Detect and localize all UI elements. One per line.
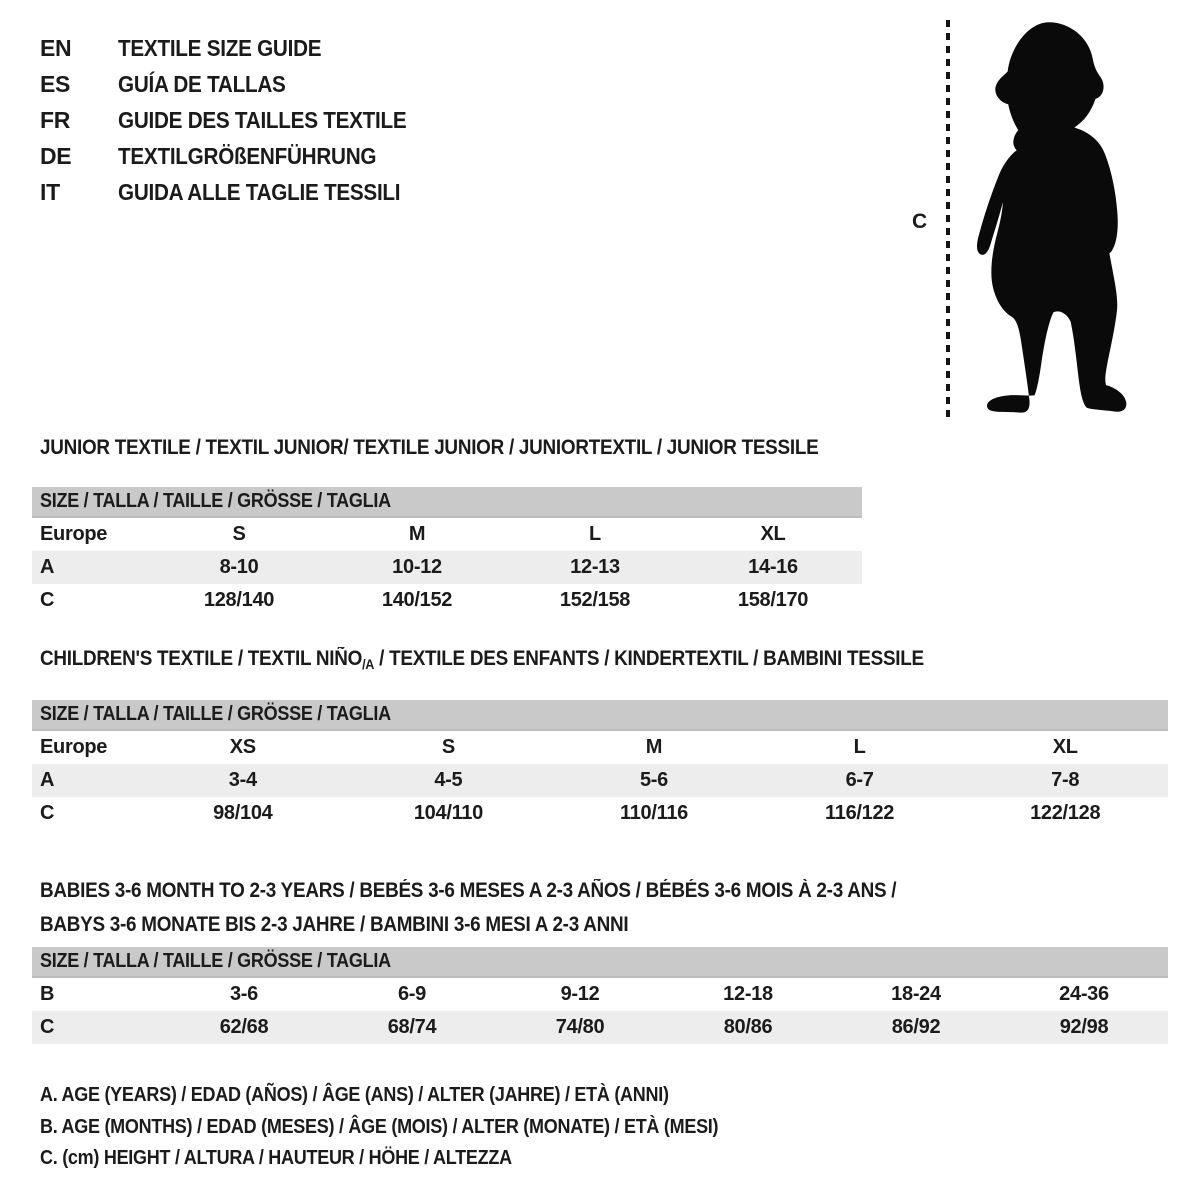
size-value-cell: S [232,523,246,545]
language-row [40,174,439,210]
size-value-cell: 14-16 [684,551,862,584]
babies-size-table [32,947,1168,1044]
size-value-cell: 92/98 [1000,1011,1168,1044]
children-size-table [32,700,1168,830]
language-title-list [40,30,439,210]
size-value-cell: 3-6 [229,983,258,1005]
language-code: ES [40,71,71,97]
table-row [32,797,1168,830]
size-value-cell: 12-13 [506,551,684,584]
size-label-band: SIZE / TALLA / TAILLE / GRÖSSE / TAGLIA [32,947,1168,978]
size-label-band: SIZE / TALLA / TAILLE / GRÖSSE / TAGLIA [32,700,1168,731]
size-value-cell: 6-9 [397,983,426,1005]
height-figure [900,14,1150,426]
row-label-cell: A [32,764,140,797]
size-value-cell: 12-18 [723,983,773,1005]
height-measure-label: C [912,210,928,233]
table-row [32,518,862,551]
size-value-cell: L [589,523,601,545]
table-row [32,1011,1168,1044]
size-value-cell: 110/116 [619,802,688,824]
junior-section-heading: JUNIOR TEXTILE / TEXTIL JUNIOR/ TEXTILE JUNIOR / JUNIORTEXTIL / JUNIOR TESSILE [40,436,819,459]
guide-title: GUIDA ALLE TAGLIE TESSILI [118,179,401,205]
guide-title: TEXTILE SIZE GUIDE [118,35,322,61]
size-value-cell: 152/158 [559,589,631,611]
size-value-cell: 128/140 [203,589,275,611]
row-label-cell: C [32,1011,160,1044]
guide-title: GUÍA DE TALLAS [118,71,286,97]
row-label-cell: B [40,983,55,1005]
language-code: DE [40,143,72,169]
language-code: IT [40,179,60,205]
size-value-cell: XS [229,736,256,758]
size-value-cell: 104/110 [413,802,483,824]
size-value-cell: 6-7 [757,764,963,797]
language-row [40,30,439,66]
table-row [32,731,1168,764]
language-row [40,138,439,174]
size-value-cell: 86/92 [832,1011,1000,1044]
size-value-cell: XL [760,523,786,545]
children-section-heading: CHILDREN'S TEXTILE / TEXTIL $NIÑO_{/A}$ / TEXTILE DES ENFANTS / KINDERTEXTIL / BAMBINI TESSILE [40,647,924,672]
junior-size-table [32,487,862,617]
size-value-cell: 18-24 [891,983,941,1005]
language-row [40,102,439,138]
size-value-cell: 140/152 [381,589,453,611]
language-code: EN [40,35,72,61]
row-label-cell: A [32,551,150,584]
heading-subscript: /A [362,656,375,672]
size-value-cell: 74/80 [496,1011,664,1044]
size-value-cell: 7-8 [962,764,1168,797]
size-label-band: SIZE / TALLA / TAILLE / GRÖSSE / TAGLIA [32,487,862,518]
legend-age-months: B. AGE (MONTHS) / EDAD (MESES) / ÂGE (MOIS) / ALTER (MONATE) / ETÀ (MESI) [40,1115,719,1138]
size-value-cell: 10-12 [328,551,506,584]
size-value-cell: 62/68 [160,1011,328,1044]
size-value-cell: 98/104 [213,802,273,824]
size-value-cell: M [645,736,663,758]
babies-section-heading: BABIES 3-6 MONTH TO 2-3 YEARS / BEBÉS 3-6 MESES A 2-3 AÑOS / BÉBÉS 3-6 MOIS À 2-3 ANS / BABYS 3-6 MONATE BIS 2-3 JAHRE / BAMBINI 3-6 MESI A 2-3 ANNI [40,879,897,936]
size-value-cell: 8-10 [150,551,328,584]
table-row [32,764,1168,797]
size-value-cell: 4-5 [346,764,552,797]
measure-legend [40,1080,794,1175]
size-value-cell: S [441,736,455,758]
size-value-cell: 158/170 [737,589,809,611]
size-value-cell: 9-12 [560,983,600,1005]
size-value-cell: 80/86 [664,1011,832,1044]
row-label-cell: Europe [40,736,108,758]
size-value-cell: 116/122 [825,802,895,824]
language-row [40,66,439,102]
size-value-cell: 68/74 [328,1011,496,1044]
row-label-cell: C [40,802,55,824]
row-label-cell: Europe [40,523,108,545]
legend-age-years: A. AGE (YEARS) / EDAD (AÑOS) / ÂGE (ANS) / ALTER (JAHRE) / ETÀ (ANNI) [40,1084,669,1106]
table-row [32,584,862,617]
guide-title: GUIDE DES TAILLES TEXTILE [118,107,407,133]
size-value-cell: XL [1052,736,1078,758]
language-code: FR [40,107,71,133]
height-measure-line [946,20,950,418]
size-value-cell: 5-6 [551,764,757,797]
row-label-cell: C [40,589,55,611]
guide-title: TEXTILGRÖßENFÜHRUNG [118,143,377,169]
table-row [32,551,862,584]
size-value-cell: 122/128 [1030,802,1101,824]
size-value-cell: 3-4 [140,764,346,797]
size-value-cell: 24-36 [1059,983,1109,1005]
size-value-cell: M [408,523,426,545]
toddler-silhouette-icon [962,18,1138,420]
size-value-cell: L [853,736,866,758]
table-row [32,978,1168,1011]
legend-height-cm: C. (cm) HEIGHT / ALTURA / HAUTEUR / HÖHE / ALTEZZA [40,1147,512,1169]
